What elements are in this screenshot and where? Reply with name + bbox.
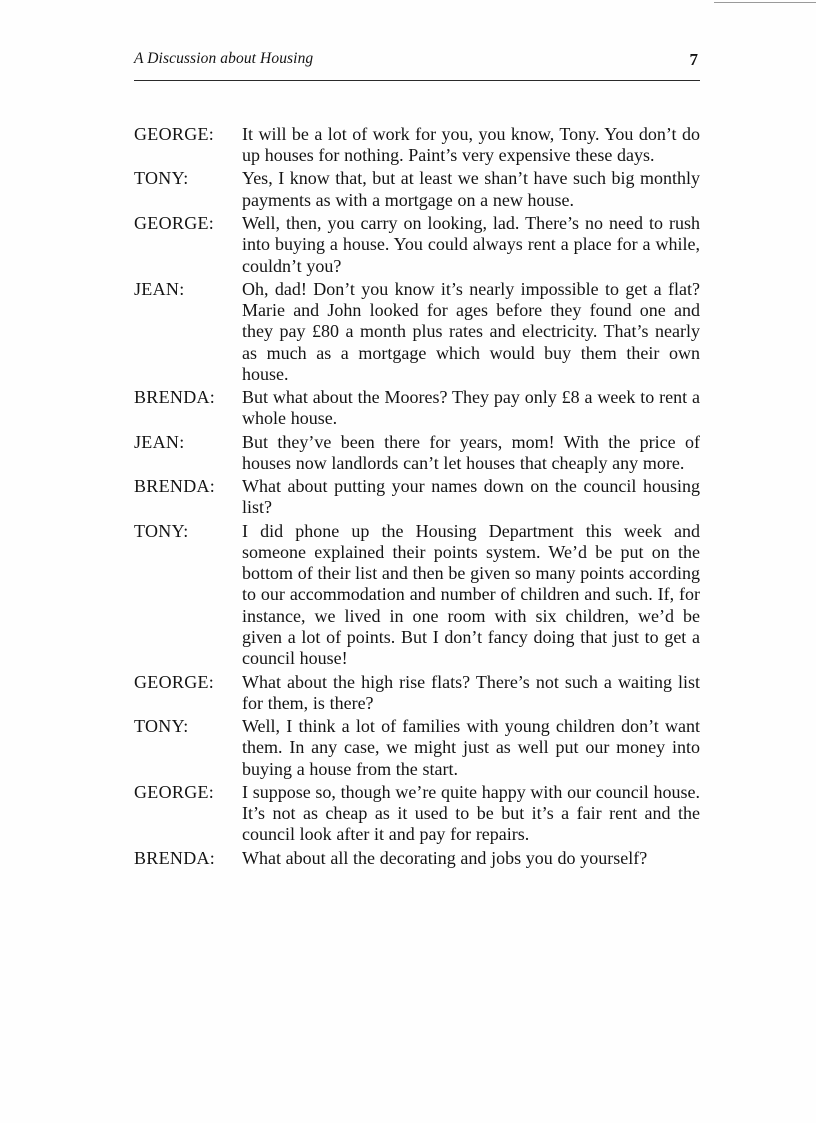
speech-text: What about the high rise flats? There’s not such a waiting list for them, is there? xyxy=(242,671,700,713)
dialogue-entry xyxy=(134,432,700,475)
dialogue xyxy=(134,124,700,871)
page-number: 7 xyxy=(689,50,698,69)
dialogue-entry xyxy=(134,476,700,519)
dialogue-entry xyxy=(134,672,700,715)
speaker-name: BRENDA: xyxy=(134,476,216,497)
dialogue-entry xyxy=(134,716,700,780)
speech-text: It will be a lot of work for you, you know, Tony. You don’t do up houses for nothing. Paint’s very expensive these days. xyxy=(242,124,700,166)
speech-text: Well, then, you carry on looking, lad. There’s no need to rush into buying a house. You could always rent a place for a while, couldn’t you? xyxy=(242,212,700,276)
speech-text: But what about the Moores? They pay only £8 a week to rent a whole house. xyxy=(242,387,700,429)
dialogue-entry xyxy=(134,279,700,385)
speaker-name: GEORGE: xyxy=(134,781,215,802)
dialogue-entry xyxy=(134,848,700,869)
dialogue-entry xyxy=(134,521,700,670)
speech-text: But they’ve been there for years, mom! With the price of houses now landlords can’t let houses that cheaply any more. xyxy=(242,431,700,473)
speech-text: Yes, I know that, but at least we shan’t have such big monthly payments as with a mortgage on a new house. xyxy=(242,168,700,210)
running-title: A Discussion about Housing xyxy=(134,50,314,67)
speech-text: I suppose so, though we’re quite happy with our council house. It’s not as cheap as it used to be but it’s a fair rent and the council look after it and pay for repairs. xyxy=(242,781,700,845)
speaker-name: TONY: xyxy=(134,168,189,189)
speech-text: Oh, dad! Don’t you know it’s nearly impossible to get a flat? Marie and John looked for ages before they found one and they pay £80 a month plus rates and electricity. That’s nearly as much as a mortgage which would buy them their own house. xyxy=(242,278,700,384)
dialogue-entry xyxy=(134,168,700,211)
speaker-name: GEORGE: xyxy=(134,671,215,692)
speech-text: Well, I think a lot of families with young children don’t want them. In any case, we might just as well put our money into buying a house from the start. xyxy=(242,716,700,779)
dialogue-entry xyxy=(134,782,700,846)
speech-text: What about putting your names down on the council housing list? xyxy=(242,476,700,518)
speaker-name: BRENDA: xyxy=(134,847,216,868)
dialogue-entry xyxy=(134,387,700,430)
speaker-name: GEORGE: xyxy=(134,124,215,144)
dialogue-entry xyxy=(134,213,700,277)
running-head xyxy=(134,50,700,74)
dialogue-entry xyxy=(134,124,700,167)
speaker-name: TONY: xyxy=(134,520,189,541)
speech-text: What about all the decorating and jobs you do yourself? xyxy=(242,847,648,868)
corner-scan-mark xyxy=(714,2,816,3)
speaker-name: GEORGE: xyxy=(134,212,215,233)
speech-text: I did phone up the Housing Department this week and someone explained their points system. We’d be put on the bottom of their list and then be given so many points according to our accommodation and number of children and such. If, for instance, we lived in one room with six children, we’d be given a lot of points. But I don’t fancy doing that just to get a council house! xyxy=(242,520,700,669)
speaker-name: JEAN: xyxy=(134,431,185,452)
speaker-name: JEAN: xyxy=(134,278,185,299)
speaker-name: TONY: xyxy=(134,716,189,737)
header-rule xyxy=(134,80,700,81)
speaker-name: BRENDA: xyxy=(134,387,216,408)
